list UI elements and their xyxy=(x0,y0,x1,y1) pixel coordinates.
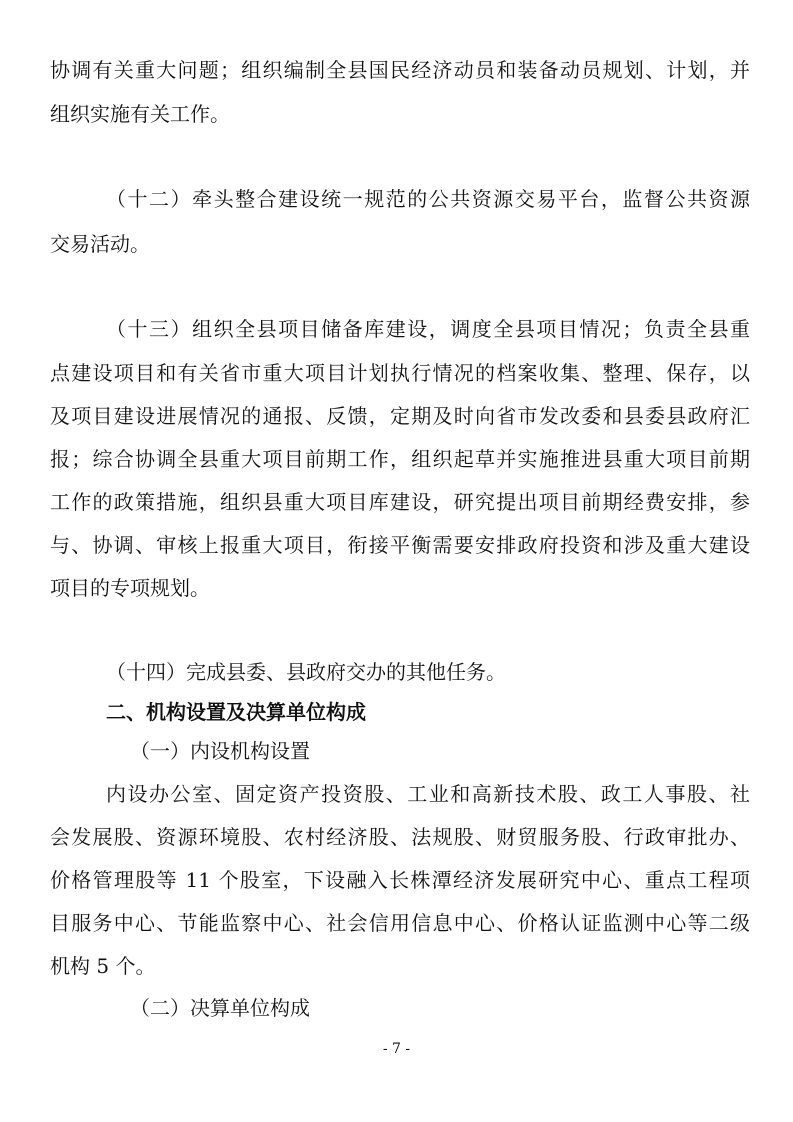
page-number: - 7 - xyxy=(382,1041,411,1057)
paragraph-13-line-4: 报；综合协调全县重大项目前期工作，组织起草并实施推进县重大项目前期 xyxy=(50,447,750,471)
paragraph-11-line-2: 组织实施有关工作。 xyxy=(50,102,230,126)
section-2-heading: 二、机构设置及决算单位构成 xyxy=(106,700,366,724)
paragraph-13-line-1: （十三）组织全县项目储备库建设，调度全县项目情况；负责全县重 xyxy=(106,317,750,341)
paragraph-12-line-2: 交易活动。 xyxy=(50,232,150,256)
subsection-2-heading: （二）决算单位构成 xyxy=(130,996,310,1020)
paragraph-11-line-1: 协调有关重大问题；组织编制全县国民经济动员和装备动员规划、计划，并 xyxy=(50,58,750,82)
paragraph-12-line-1: （十二）牵头整合建设统一规范的公共资源交易平台，监督公共资源 xyxy=(106,187,750,211)
paragraph-13-line-7: 项目的专项规划。 xyxy=(50,576,210,600)
paragraph-13-line-6: 与、协调、审核上报重大项目，衔接平衡需要安排政府投资和涉及重大建设 xyxy=(50,533,750,557)
paragraph-13-line-3: 及项目建设进展情况的通报、反馈，定期及时向省市发改委和县委县政府汇 xyxy=(50,404,750,428)
subsection-1-line-2: 会发展股、资源环境股、农村经济股、法规股、财贸服务股、行政审批办、 xyxy=(50,825,750,849)
subsection-1-heading: （一）内设机构设置 xyxy=(130,739,310,763)
paragraph-13-line-5: 工作的政策措施，组织县重大项目库建设，研究提出项目前期经费安排，参 xyxy=(50,490,750,514)
subsection-1-line-3: 价格管理股等 11 个股室，下设融入长株潭经济发展研究中心、重点工程项 xyxy=(50,868,750,892)
paragraph-14-line-1: （十四）完成县委、县政府交办的其他任务。 xyxy=(106,660,506,684)
subsection-1-line-1: 内设办公室、固定资产投资股、工业和高新技术股、政工人事股、社 xyxy=(106,782,750,806)
subsection-1-line-4: 目服务中心、节能监察中心、社会信用信息中心、价格认证监测中心等二级 xyxy=(50,911,750,935)
paragraph-13-line-2: 点建设项目和有关省市重大项目计划执行情况的档案收集、整理、保存，以 xyxy=(50,361,750,385)
subsection-1-line-5: 机构 5 个。 xyxy=(50,954,156,978)
